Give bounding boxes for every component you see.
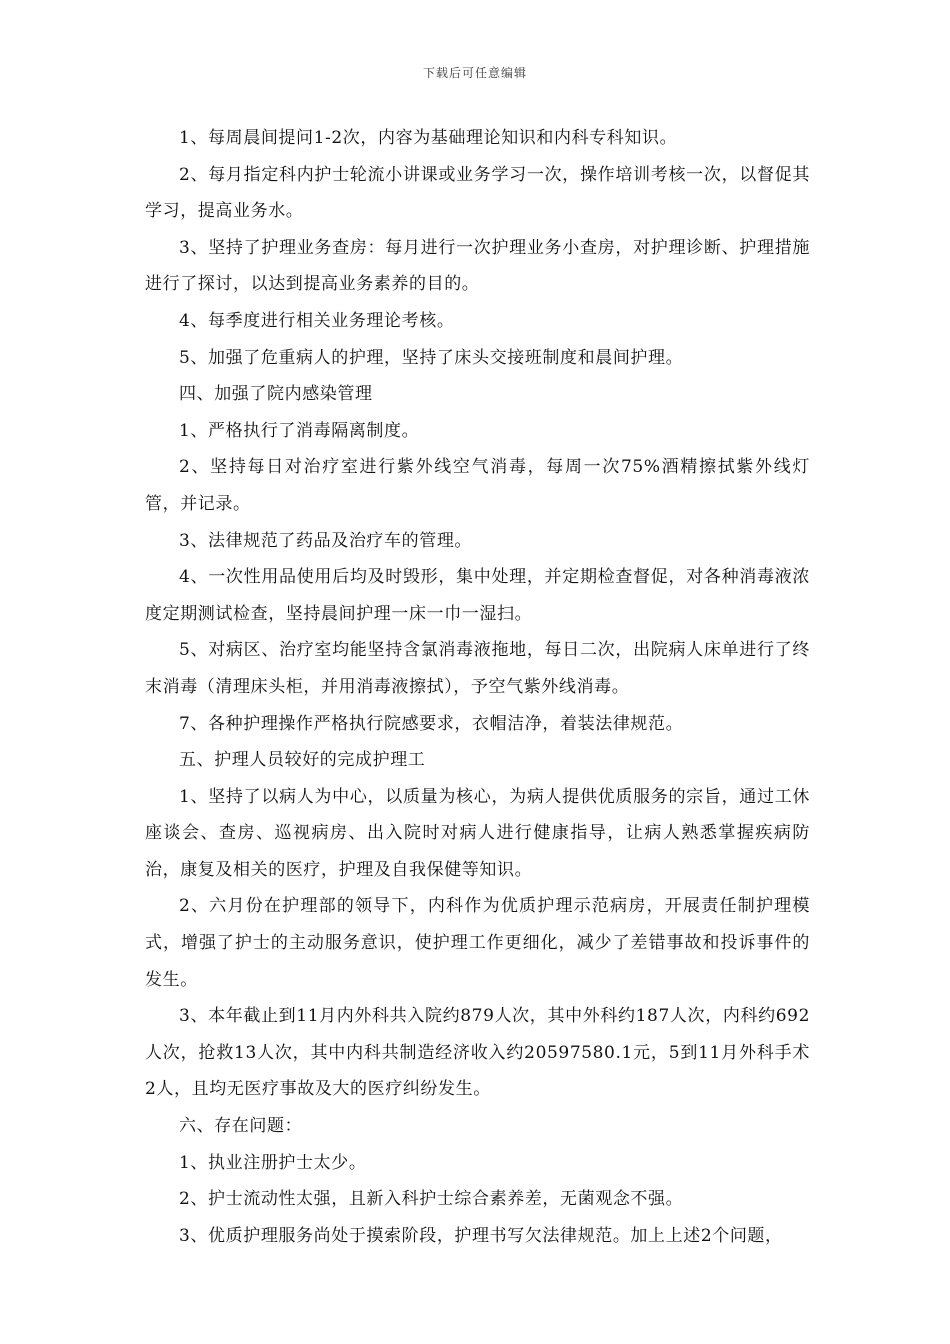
paragraph-6: 1、严格执行了消毒隔离制度。 bbox=[179, 420, 420, 441]
paragraph-12: 1、坚持了以病人为中心，以质量为核心，为病人提供优质服务的宗旨，通过工休座谈会、查房、巡视病房、出入院时对病人进行健康指导，让病人熟悉掌握疾病防治，康复及相关的医疗，护理及自我保健等知识。 bbox=[145, 786, 810, 880]
paragraph-7: 2、坚持每日对治疗室进行紫外线空气消毒，每周一次75%酒精擦拭紫外线灯管，并记录。 bbox=[145, 457, 810, 514]
paragraph-8: 3、法律规范了药品及治疗车的管理。 bbox=[179, 530, 473, 551]
paragraph-9: 4、一次性用品使用后均及时毁形，集中处理，并定期检查督促，对各种消毒液浓度定期测试检查，坚持晨间护理一床一巾一湿扫。 bbox=[145, 567, 810, 624]
section-heading-4: 四、加强了院内感染管理 bbox=[179, 384, 373, 405]
paragraph-10: 5、对病区、治疗室均能坚持含氯消毒液拖地，每日二次，出院病人床单进行了终末消毒（清理床头柜，并用消毒液擦拭），予空气紫外线消毒。 bbox=[145, 640, 810, 697]
paragraph-5: 5、加强了危重病人的护理，坚持了床头交接班制度和晨间护理。 bbox=[179, 347, 684, 368]
paragraph-16: 2、护士流动性太强，且新入科护士综合素养差，无菌观念不强。 bbox=[179, 1189, 684, 1210]
section-heading-5: 五、护理人员较好的完成护理工 bbox=[179, 750, 426, 771]
paragraph-11: 7、各种护理操作严格执行院感要求，衣帽洁净，着装法律规范。 bbox=[179, 713, 684, 734]
section-heading-6: 六、存在问题： bbox=[179, 1116, 303, 1137]
paragraph-13: 2、六月份在护理部的领导下，内科作为优质护理示范病房，开展责任制护理模式，增强了护士的主动服务意识，使护理工作更细化，减少了差错事故和投诉事件的发生。 bbox=[145, 896, 810, 990]
paragraph-14: 3、本年截止到11月内外科共入院约879人次，其中外科约187人次，内科约692人次，抢救13人次，其中内科共制造经济收入约20597580.1元，5到11月外科手术2人，且均无医疗事故及大的医疗纠纷发生。 bbox=[145, 1006, 810, 1100]
document-body bbox=[145, 120, 810, 1254]
paragraph-1: 1、每周晨间提问1-2次，内容为基础理论知识和内科专科知识。 bbox=[179, 128, 678, 148]
paragraph-4: 4、每季度进行相关业务理论考核。 bbox=[179, 310, 455, 331]
paragraph-15: 1、执业注册护士太少。 bbox=[179, 1152, 367, 1173]
paragraph-3: 3、坚持了护理业务查房：每月进行一次护理业务小查房，对护理诊断、护理措施进行了探讨，以达到提高业务素养的目的。 bbox=[145, 237, 810, 295]
paragraph-2: 2、每月指定科内护士轮流小讲课或业务学习一次，操作培训考核一次，以督促其学习，提高业务水。 bbox=[145, 164, 810, 222]
paragraph-17: 3、优质护理服务尚处于摸索阶段，护理书写欠法律规范。加上上述2个问题， bbox=[179, 1225, 783, 1246]
page-header: 下载后可任意编辑 bbox=[422, 66, 527, 80]
